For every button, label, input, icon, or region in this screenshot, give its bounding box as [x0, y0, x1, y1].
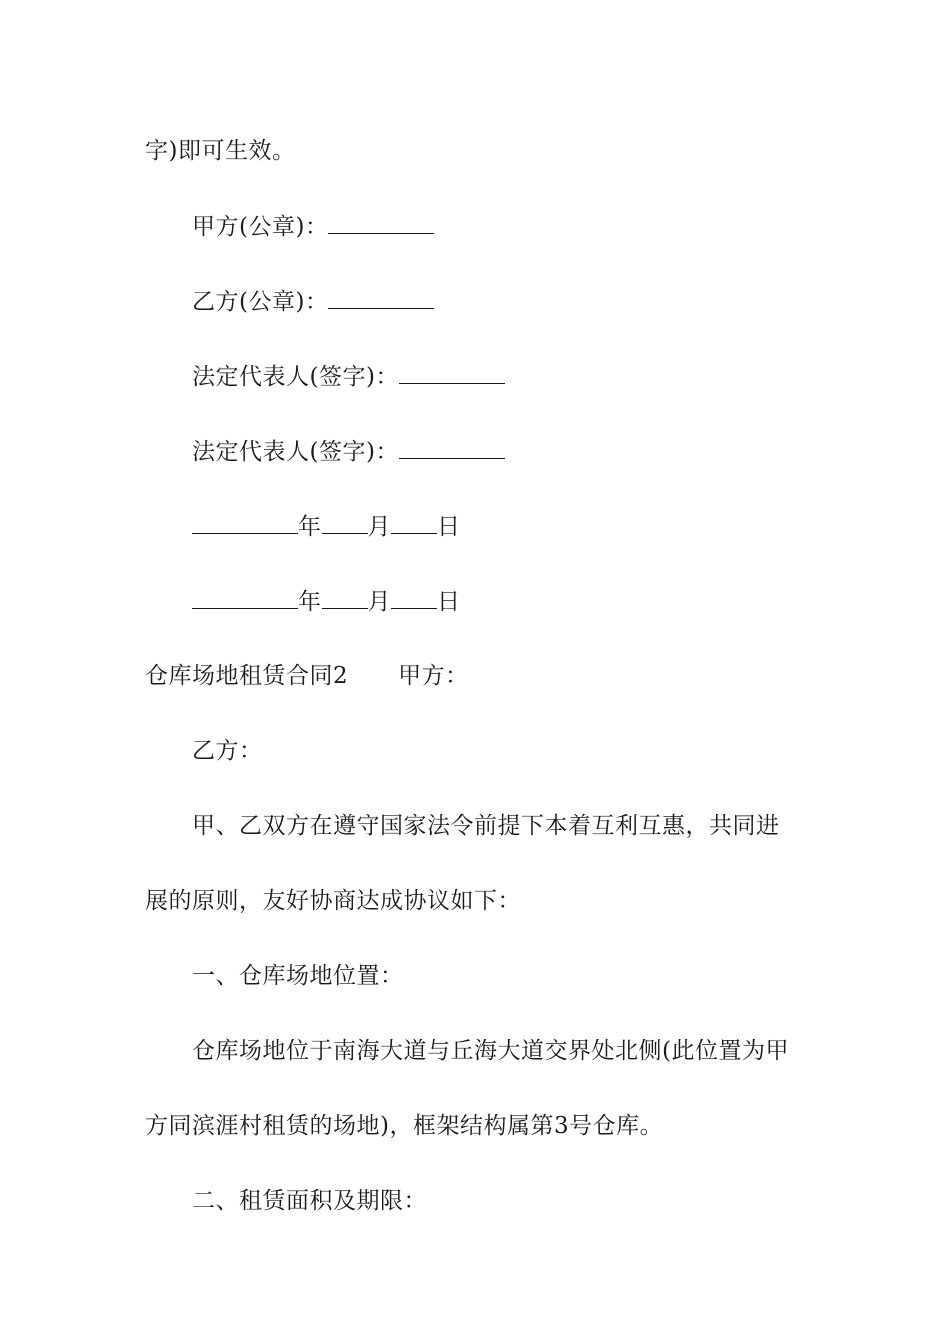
party-a-label: 甲方： [398, 663, 469, 689]
legal-rep-signature-blank [399, 361, 505, 384]
legal-rep-signature-label: 法定代表人(签字)： [192, 364, 399, 390]
party-a-seal-line [192, 211, 434, 242]
day-label: 日 [437, 589, 461, 615]
year-blank [192, 586, 298, 609]
section-heading: 二、租赁面积及期限： [192, 1188, 427, 1214]
paragraph-text: 方同滨涯村租赁的场地)，框架结构属第3号仓库。 [145, 1113, 664, 1139]
year-blank [192, 511, 298, 534]
legal-rep-signature-line [192, 436, 505, 467]
year-label: 年 [298, 589, 322, 615]
party-a-seal-label: 甲方(公章)： [192, 214, 329, 240]
day-blank [391, 511, 437, 534]
contract-text-line: 字)即可生效。 [145, 138, 296, 164]
month-label: 月 [367, 589, 391, 615]
date-line [192, 511, 461, 542]
date-line [192, 586, 461, 617]
paragraph-text: 展的原则，友好协商达成协议如下： [145, 888, 521, 914]
section-heading: 一、仓库场地位置： [192, 963, 404, 989]
day-label: 日 [437, 514, 461, 540]
party-a-seal-blank [328, 211, 434, 234]
paragraph-text: 甲、乙双方在遵守国家法令前提下本着互利互惠，共同进 [192, 813, 780, 839]
party-b-seal-label: 乙方(公章)： [192, 289, 329, 315]
party-b-seal-blank [328, 286, 434, 309]
contract-title-line [145, 661, 469, 691]
legal-rep-signature-blank [399, 436, 505, 459]
contract-title: 仓库场地租赁合同2 [145, 663, 349, 689]
month-blank [322, 586, 368, 609]
year-label: 年 [298, 514, 322, 540]
day-blank [391, 586, 437, 609]
party-b-seal-line [192, 286, 434, 317]
month-label: 月 [367, 514, 391, 540]
party-b-label: 乙方： [192, 738, 263, 764]
legal-rep-signature-label: 法定代表人(签字)： [192, 439, 399, 465]
legal-rep-signature-line [192, 361, 505, 392]
month-blank [322, 511, 368, 534]
paragraph-text: 仓库场地位于南海大道与丘海大道交界处北侧(此位置为甲 [192, 1038, 789, 1064]
